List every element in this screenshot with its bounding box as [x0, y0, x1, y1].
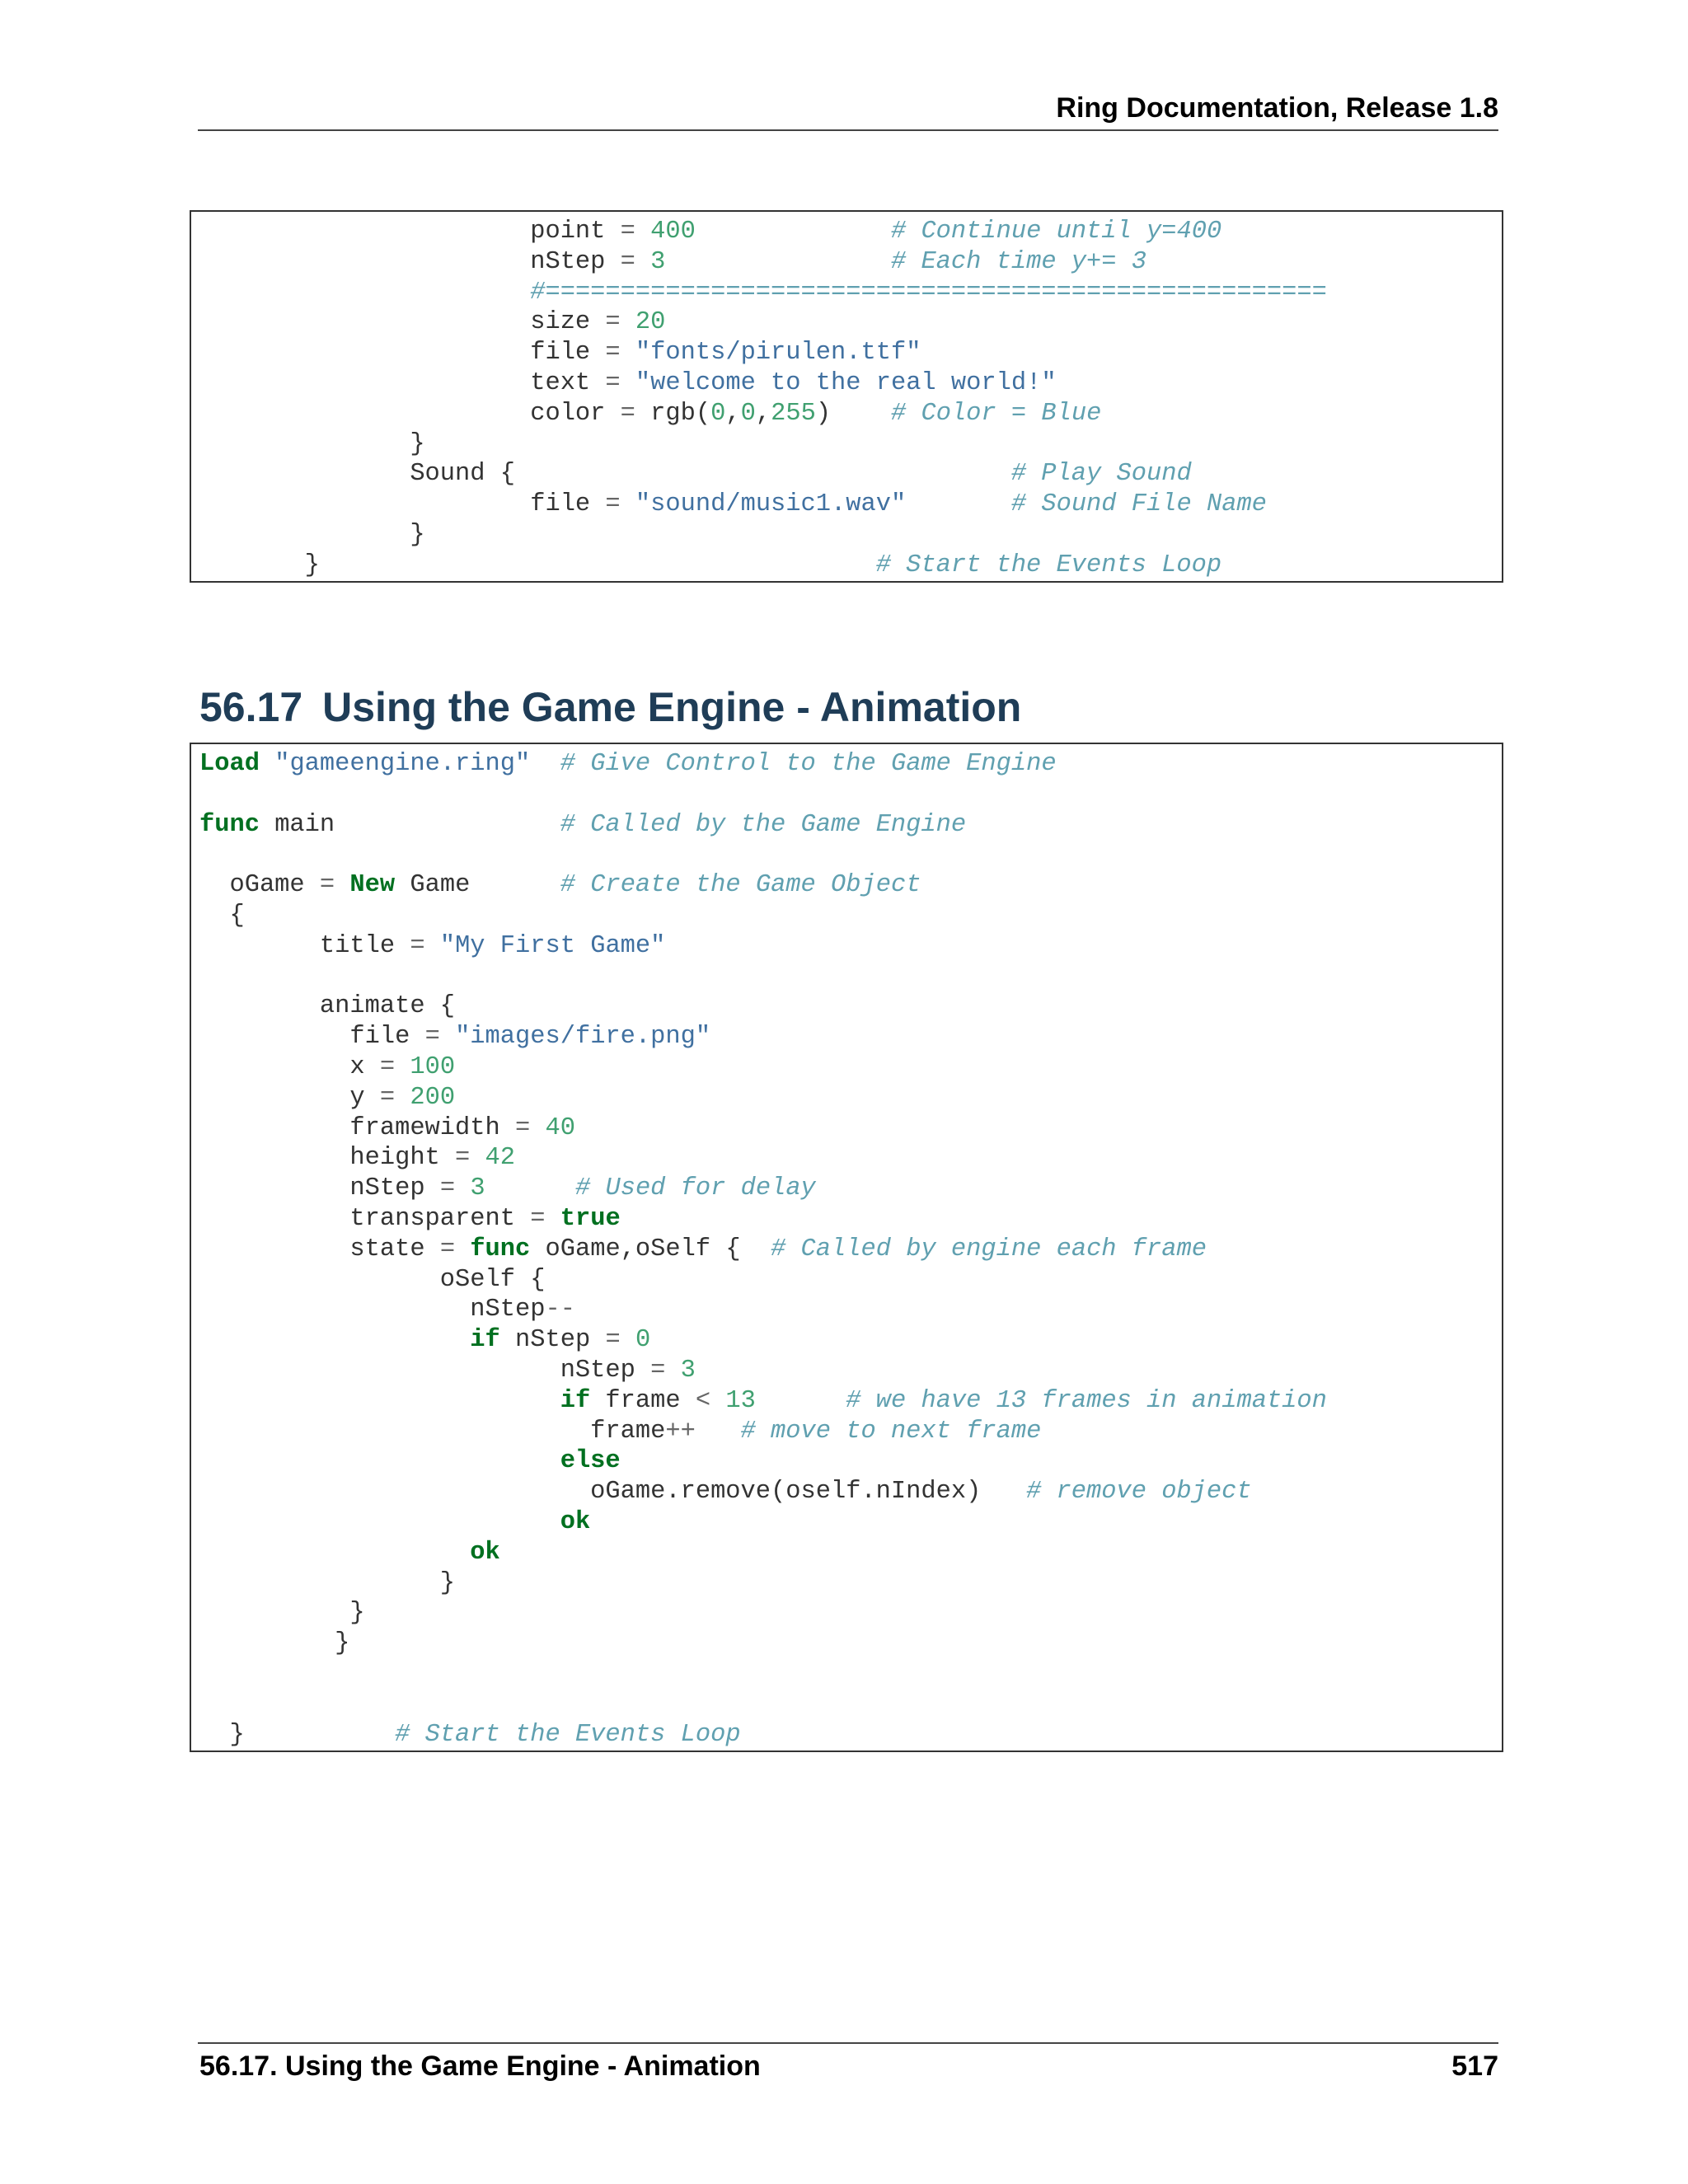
code-text: [425, 932, 440, 960]
code-number: 255: [771, 399, 816, 428]
code-text: [621, 308, 635, 336]
code-number: 20: [635, 308, 666, 337]
code-comment: # Used for delay: [575, 1174, 816, 1203]
code-text: }: [199, 429, 425, 458]
code-text: size: [199, 308, 606, 337]
code-line: [199, 1174, 816, 1202]
code-keyword: else: [560, 1447, 621, 1476]
code-number: 400: [650, 218, 696, 246]
code-text: [621, 369, 635, 397]
code-line: [199, 1629, 349, 1657]
code-line: [199, 279, 1327, 307]
code-line: [199, 1357, 696, 1385]
code-line: [199, 490, 1267, 518]
code-text: }: [199, 1720, 396, 1749]
code-operator: =: [379, 1052, 396, 1081]
section-number: 56.17: [199, 683, 303, 730]
code-text: [485, 1174, 575, 1202]
code-text: [440, 1023, 455, 1051]
code-number: 0: [740, 399, 756, 428]
header-divider: [198, 129, 1498, 131]
code-operator: =: [620, 399, 635, 428]
code-number: 3: [680, 1356, 696, 1385]
code-text: [199, 1539, 470, 1567]
code-text: nStep: [199, 1174, 440, 1203]
code-text: [756, 1387, 846, 1415]
code-text: [199, 279, 530, 307]
code-text: nStep: [199, 1356, 651, 1385]
code-operator: =: [605, 490, 621, 519]
code-line: [199, 750, 1057, 778]
code-text: [710, 1387, 725, 1415]
code-line: [199, 902, 245, 930]
code-number: 0: [710, 399, 726, 428]
code-line: [199, 1326, 650, 1354]
code-text: [696, 1418, 741, 1446]
code-text: oGame.remove(oself.nIndex): [199, 1478, 1027, 1507]
code-text: [335, 871, 349, 899]
code-line: [199, 521, 425, 549]
code-text: [199, 1447, 560, 1475]
code-line: [199, 1053, 455, 1081]
code-text: point: [199, 218, 621, 246]
code-keyword: true: [560, 1204, 621, 1233]
code-string: "My First Game": [439, 931, 666, 960]
code-string: "welcome to the real world!": [635, 368, 1057, 397]
code-text: text: [199, 368, 606, 397]
code-text: [906, 490, 1011, 518]
code-operator: =: [605, 1326, 621, 1355]
code-text: [665, 248, 891, 276]
code-text: [635, 248, 650, 276]
code-keyword: ok: [470, 1538, 500, 1567]
code-text: oSelf {: [199, 1265, 546, 1294]
code-text: frame: [199, 1417, 666, 1446]
code-line: [199, 460, 1192, 488]
code-operator: =: [620, 218, 635, 246]
code-line: [199, 992, 455, 1020]
code-comment: # remove object: [1026, 1478, 1252, 1507]
code-operator: =: [605, 308, 621, 337]
code-keyword: if: [560, 1386, 591, 1415]
code-text: nStep: [499, 1326, 606, 1355]
code-operator: =: [410, 931, 425, 960]
code-number: 200: [410, 1083, 456, 1112]
code-line: [199, 1539, 500, 1567]
code-line: [199, 1205, 621, 1233]
code-text: ,: [755, 399, 771, 428]
code-number: 40: [545, 1113, 575, 1142]
code-text: [455, 1174, 470, 1202]
code-operator: <: [695, 1386, 711, 1415]
code-operator: =: [605, 368, 621, 397]
code-listing: [199, 749, 1327, 1750]
code-line: [199, 1023, 710, 1051]
code-line: [199, 811, 966, 839]
code-line: [199, 1418, 1041, 1446]
code-number: 13: [725, 1386, 756, 1415]
code-text: [621, 490, 635, 518]
code-text: }: [199, 1568, 456, 1597]
code-comment: # Sound File Name: [1010, 490, 1267, 519]
code-number: 42: [485, 1144, 516, 1173]
code-text: {: [199, 901, 245, 930]
code-line: [199, 1599, 365, 1627]
code-comment: # Called by the Game Engine: [560, 810, 967, 839]
code-operator: =: [379, 1083, 396, 1112]
code-block-continuation: [190, 210, 1503, 583]
code-operator: =: [439, 1174, 456, 1203]
code-operator: =: [650, 1356, 666, 1385]
code-operator: =: [439, 1235, 456, 1263]
code-text: [635, 218, 650, 246]
code-text: [395, 1053, 410, 1081]
code-line: [199, 248, 1146, 276]
code-line: [199, 871, 921, 899]
code-text: title: [199, 931, 410, 960]
code-text: }: [199, 551, 876, 579]
code-keyword: Load: [199, 750, 260, 778]
code-keyword: func: [470, 1235, 531, 1263]
code-comment: # Play Sound: [1010, 460, 1192, 489]
code-text: animate {: [199, 992, 456, 1021]
code-line: [199, 1721, 741, 1749]
code-text: frame: [590, 1386, 696, 1415]
footer-section-label: 56.17. Using the Game Engine - Animation: [199, 2050, 761, 2082]
code-comment: # Called by engine each frame: [771, 1235, 1207, 1263]
code-text: file: [199, 490, 606, 519]
code-text: framewidth: [199, 1113, 515, 1142]
code-keyword: func: [199, 810, 260, 839]
code-line: [199, 1478, 1252, 1506]
code-line: [199, 1447, 621, 1475]
code-text: [530, 1114, 545, 1142]
code-line: [199, 339, 921, 367]
code-comment: # Color = Blue: [891, 399, 1102, 428]
code-keyword: ok: [560, 1507, 591, 1536]
code-comment: #====================================================: [530, 278, 1327, 307]
code-text: [665, 1357, 680, 1385]
code-line: [199, 1235, 1207, 1263]
code-keyword: if: [470, 1326, 500, 1355]
code-string: "fonts/pirulen.ttf": [635, 339, 921, 368]
code-text: [395, 1084, 410, 1112]
code-line: [199, 430, 425, 458]
code-text: oGame,oSelf {: [530, 1235, 771, 1263]
code-number: 3: [470, 1174, 485, 1203]
code-number: 3: [650, 247, 666, 276]
code-number: 0: [635, 1326, 651, 1355]
code-text: oGame: [199, 871, 320, 900]
code-text: transparent: [199, 1204, 531, 1233]
code-string: "images/fire.png": [455, 1023, 711, 1052]
code-operator: =: [530, 1204, 546, 1233]
code-text: ,: [725, 399, 741, 428]
code-text: [470, 1144, 485, 1172]
code-line: [199, 551, 1221, 579]
code-text: [545, 1205, 560, 1233]
code-listing: [199, 217, 1327, 581]
code-text: }: [199, 520, 425, 549]
code-text: [621, 339, 635, 367]
running-header-title: Ring Documentation, Release 1.8: [1056, 92, 1498, 124]
code-line: [199, 1266, 545, 1294]
code-text: ): [815, 399, 891, 428]
code-comment: # Continue until y=400: [890, 218, 1222, 246]
code-comment: # Start the Events Loop: [395, 1720, 741, 1749]
code-line: [199, 932, 665, 960]
code-text: [199, 1508, 560, 1536]
code-text: [260, 750, 274, 778]
code-text: x: [199, 1052, 380, 1081]
code-line: [199, 1387, 1327, 1415]
code-line: [199, 1296, 575, 1324]
code-text: [199, 1326, 470, 1354]
code-line: [199, 308, 665, 336]
code-text: file: [199, 339, 606, 368]
section-title: Using the Game Engine - Animation: [322, 683, 1022, 730]
code-text: }: [199, 1599, 365, 1628]
code-text: color: [199, 399, 621, 428]
code-text: rgb(: [635, 399, 711, 428]
code-text: nStep: [199, 1296, 546, 1324]
code-comment: # Give Control to the Game Engine: [560, 750, 1057, 778]
code-text: [621, 1326, 635, 1354]
code-line: [199, 1144, 515, 1172]
code-number: 100: [410, 1052, 456, 1081]
code-keyword: New: [349, 871, 396, 900]
code-line: [199, 400, 1101, 428]
code-line: [199, 1508, 590, 1536]
code-line: [199, 1569, 455, 1597]
code-text: y: [199, 1083, 380, 1112]
code-operator: =: [319, 871, 335, 900]
code-operator: =: [605, 339, 621, 368]
code-text: }: [199, 1629, 350, 1658]
code-operator: =: [514, 1113, 531, 1142]
code-operator: =: [455, 1144, 471, 1173]
code-text: [455, 1235, 470, 1263]
code-line: [199, 1114, 575, 1142]
code-string: "sound/music1.wav": [635, 490, 907, 519]
code-comment: # Each time y+= 3: [890, 247, 1147, 276]
code-string: "gameengine.ring": [274, 750, 531, 778]
code-comment: # Start the Events Loop: [875, 551, 1222, 579]
code-text: [199, 1387, 560, 1415]
code-comment: # we have 13 frames in animation: [846, 1386, 1327, 1415]
code-text: nStep: [199, 247, 621, 276]
code-text: [696, 218, 891, 246]
code-operator: --: [545, 1296, 575, 1324]
code-operator: =: [424, 1023, 440, 1052]
page-number: 517: [1451, 2050, 1498, 2082]
code-text: Game: [395, 871, 560, 900]
code-text: file: [199, 1023, 425, 1052]
code-text: state: [199, 1235, 440, 1263]
code-operator: =: [620, 247, 635, 276]
code-line: [199, 1084, 455, 1112]
section-heading: [199, 683, 1021, 731]
code-operator: ++: [665, 1417, 696, 1446]
code-line: [199, 218, 1221, 246]
code-block-animation: [190, 743, 1503, 1752]
code-text: main: [259, 810, 560, 839]
code-text: [530, 750, 560, 778]
code-comment: # move to next frame: [740, 1417, 1042, 1446]
code-text: height: [199, 1144, 456, 1173]
footer-divider: [198, 2042, 1498, 2044]
code-line: [199, 369, 1057, 397]
code-text: Sound {: [199, 460, 1011, 489]
code-comment: # Create the Game Object: [560, 871, 921, 900]
